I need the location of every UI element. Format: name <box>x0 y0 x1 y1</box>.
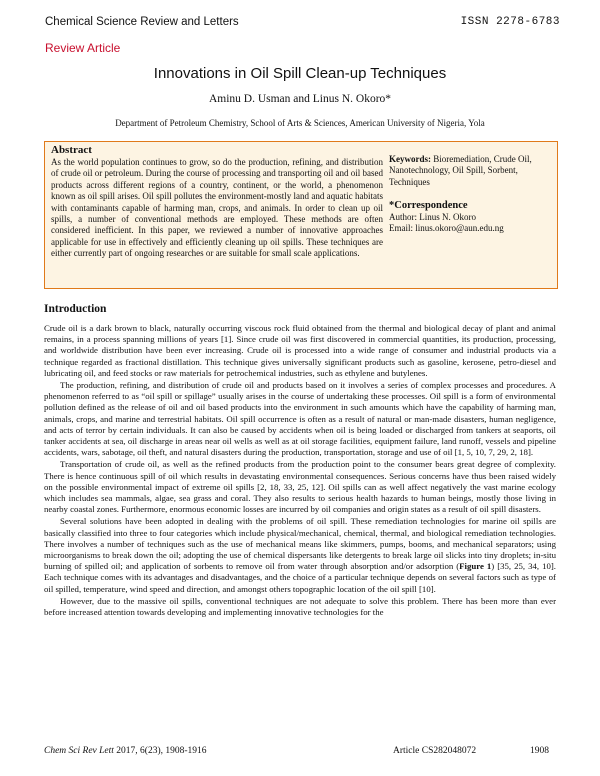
paragraph: Crude oil is a dark brown to black, naturally occurring viscous rock fluid obtained from the thermal and biological decay of plant and animal remains, in a process spanning millions of years [1]. Since crude oil was first discovered in commercial quantities, its production, processing, and worldwide distribution have been ever increasing. Crude oil is processed into a wide range of consumer and industrial products via a technique regarded as fractional distillation. This technique gives universally significant products such as gasoline, kerosene, petro-diesel and lubricating oil, and feed stocks or raw materials for petrochemical industries, such as ethylene and butylenes. <box>44 323 556 378</box>
abstract-heading: Abstract <box>51 144 92 156</box>
article-type-label: Review Article <box>45 41 121 55</box>
article-authors: Aminu D. Usman and Linus N. Okoro* <box>208 93 392 105</box>
paragraph: The production, refining, and distribution of crude oil and products based on it involves a series of complex processes and procedures. A phenomenon referred to as “oil spill or spillage” usually arises in the course of undertaking these processes. Oil spill is a form of environmental pollution defined as the release of oil and oil based products into the environment in such amounts which have the capability of harming man, animals, crops, and marine and terrestrial habitats. Oil spill occurrence is often as a result of natural or man-made disasters, human negligence, and acts of terror by certain individuals. It can also be caused by accidents when oil is being loaded or discharged from tankers at seaports, oil tanker accidents at sea, oil discharge in areas near oil wells as well as at oil storage facilities, equipment failure, land runoff, vessels and pipeline accidents, wars, sabotage, oil theft, and natural disasters during the production, transportation, storage and use of oil [1, 5, 10, 7, 29, 2, 18]. <box>44 380 556 458</box>
correspondence-email[interactable]: Email: linus.okoro@aun.edu.ng <box>389 223 504 234</box>
paragraph: However, due to the massive oil spills, conventional techniques are not adequate to solve this problem. There has been more than ever before increased attention towards developing and implementing innovative technologies for the <box>44 595 556 618</box>
author-affiliation: Department of Petroleum Chemistry, School of Arts & Sciences, American University of Nigeria, Yola <box>115 118 485 128</box>
keywords-list: Bioremediation, Crude Oil, Nanotechnology, Oil Spill, Sorbent, Techniques <box>389 154 532 187</box>
journal-name: Chemical Science Review and Letters <box>45 16 239 28</box>
abstract-text: As the world population continues to grow, so do the production, refining, and distribution of crude oil or petroleum. During the course of processing and transporting oil and oil based products across different regions of a country, continent, or the world, a phenomenon known as oil spill arises. Oil spill pollutes the environment-mostly land and aquatic habitats with contaminants capable of harming man, crops, and animals. In order to clean up oil spills, a number of conventional methods are employed. These methods are often considered inefficient. In this paper, we reviewed a number of innovative approaches applicable for use in effectively and efficiently cleaning up oil spills. These techniques are either currently part of ongoing researches or are suitable for small scale applications. <box>51 157 383 259</box>
footer-journal-abbrev: Chem Sci Rev Lett <box>44 746 114 756</box>
correspondence-author: Author: Linus N. Okoro <box>389 211 476 222</box>
paragraph-text: ) [35, 25, 34, 10]. Each technique comes with its advantages and disadvantages, and the choice of a particular technique depends on several factors such as type of oil spilled, temperature, wind speed and direction, and amongst others topographic location of the oil spill [10]. <box>44 561 556 594</box>
abstract-section <box>51 144 383 260</box>
introduction-heading: Introduction <box>44 303 107 315</box>
keywords-label: Keywords: <box>389 154 431 164</box>
footer-page-number: 1908 <box>530 746 549 756</box>
figure-reference[interactable]: Figure 1 <box>459 561 492 572</box>
issn-label: ISSN 2278-6783 <box>460 16 560 28</box>
introduction-body <box>44 323 556 619</box>
paragraph <box>44 516 556 594</box>
article-info-sidebar <box>389 154 551 234</box>
abstract-box <box>44 141 558 289</box>
footer-article-id: Article CS282048072 <box>393 746 477 756</box>
footer-volume: 2017, 6(23), 1908-1916 <box>113 746 207 756</box>
correspondence-heading: *Correspondence <box>389 200 468 212</box>
article-title: Innovations in Oil Spill Clean-up Techniques <box>153 65 447 82</box>
paragraph: Transportation of crude oil, as well as the refined products from the production point to the consumer bears great degree of complexity. There is hence continuous spill of oil which results in devastating environmental consequences. Serious concerns have thus been raised widely on the possible environmental impact of extreme oil spills [2, 18, 33, 25, 12]. Oil spills can as well affect negatively the vast marine ecology which includes sea mammals, algae, sea grass and coral. They also results to serious health hazards to human beings, mostly those living in nearby coastal zones. Furthermore, enormous economic losses are incurred by oil companies and origin states as a result of oil spill disasters. <box>44 459 556 515</box>
paragraph-text: Several solutions have been adopted in dealing with the problems of oil spill. These remediation technologies for marine oil spills are basically classified into three to four categories which include physical/mechanical, chemical, thermal, and biological remediation technologies. There involves a number of techniques such as the use of mechanical means like skimmers, pumps, booms, and mechanical separators; using microorganisms to break down the oil; adopting the use of chemical dispersants like detergents to break large oil slicks into tiny droplets; in-situ burning of spilled oil; and application of sorbents to remove oil from water through absorption and/or adsorption ( <box>44 516 556 572</box>
footer-citation <box>44 746 207 756</box>
keywords <box>389 154 551 188</box>
